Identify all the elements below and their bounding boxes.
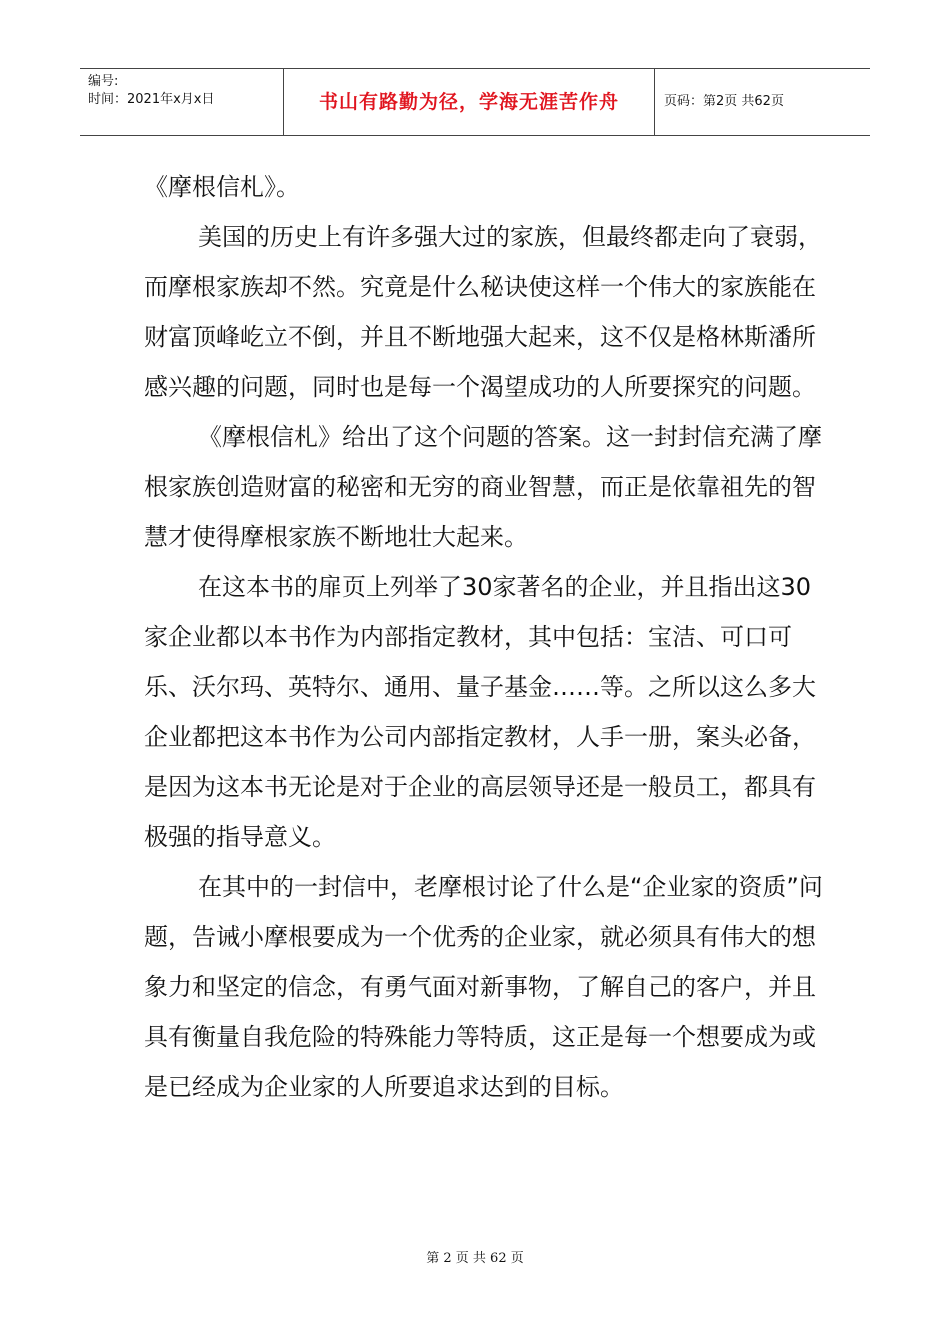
document-number-label: 编号: [88, 74, 119, 89]
header-page-label: 页码：第2页 共62页 [664, 94, 784, 109]
paragraph: 在其中的一封信中，老摩根讨论了什么是“企业家的资质”问题，告诫小摩根要成为一个优秀的企业家，就必须具有伟大的想象力和坚定的信念，有勇气面对新事物，了解自己的客户，并且具有衡量自我危险的特殊能力等特质，这正是每一个想要成为或是已经成为企业家的人所要追求达到的目标。 [144, 873, 823, 1101]
document-time-label: 时间：2021年x月x日 [88, 92, 215, 107]
page-footer: 第 2 页 共 62 页 [426, 1251, 524, 1266]
document-body [144, 162, 824, 1112]
page-header [80, 68, 870, 136]
paragraph: 《摩根信札》。 [144, 173, 300, 201]
paragraph: 《摩根信札》给出了这个问题的答案。这一封封信充满了摩根家族创造财富的秘密和无穷的商业智慧，而正是依靠祖先的智慧才使得摩根家族不断地壮大起来。 [144, 423, 822, 551]
header-divider-right [654, 69, 655, 135]
paragraph: 美国的历史上有许多强大过的家族，但最终都走向了衰弱，而摩根家族却不然。究竟是什么秘诀使这样一个伟大的家族能在财富顶峰屹立不倒，并且不断地强大起来，这不仅是格林斯潘所感兴趣的问题，同时也是每一个渴望成功的人所要探究的问题。 [144, 223, 822, 401]
paragraph: 在这本书的扉页上列举了30家著名的企业，并且指出这30家企业都以本书作为内部指定教材，其中包括：宝洁、可口可乐、沃尔玛、英特尔、通用、量子基金……等。之所以这么多大企业都把这本书作为公司内部指定教材，人手一册，案头必备，是因为这本书无论是对于企业的高层领导还是一般员工，都具有极强的指导意义。 [144, 573, 816, 851]
header-motto: 书山有路勤为径，学海无涯苦作舟 [318, 91, 619, 113]
header-meta [88, 73, 214, 109]
